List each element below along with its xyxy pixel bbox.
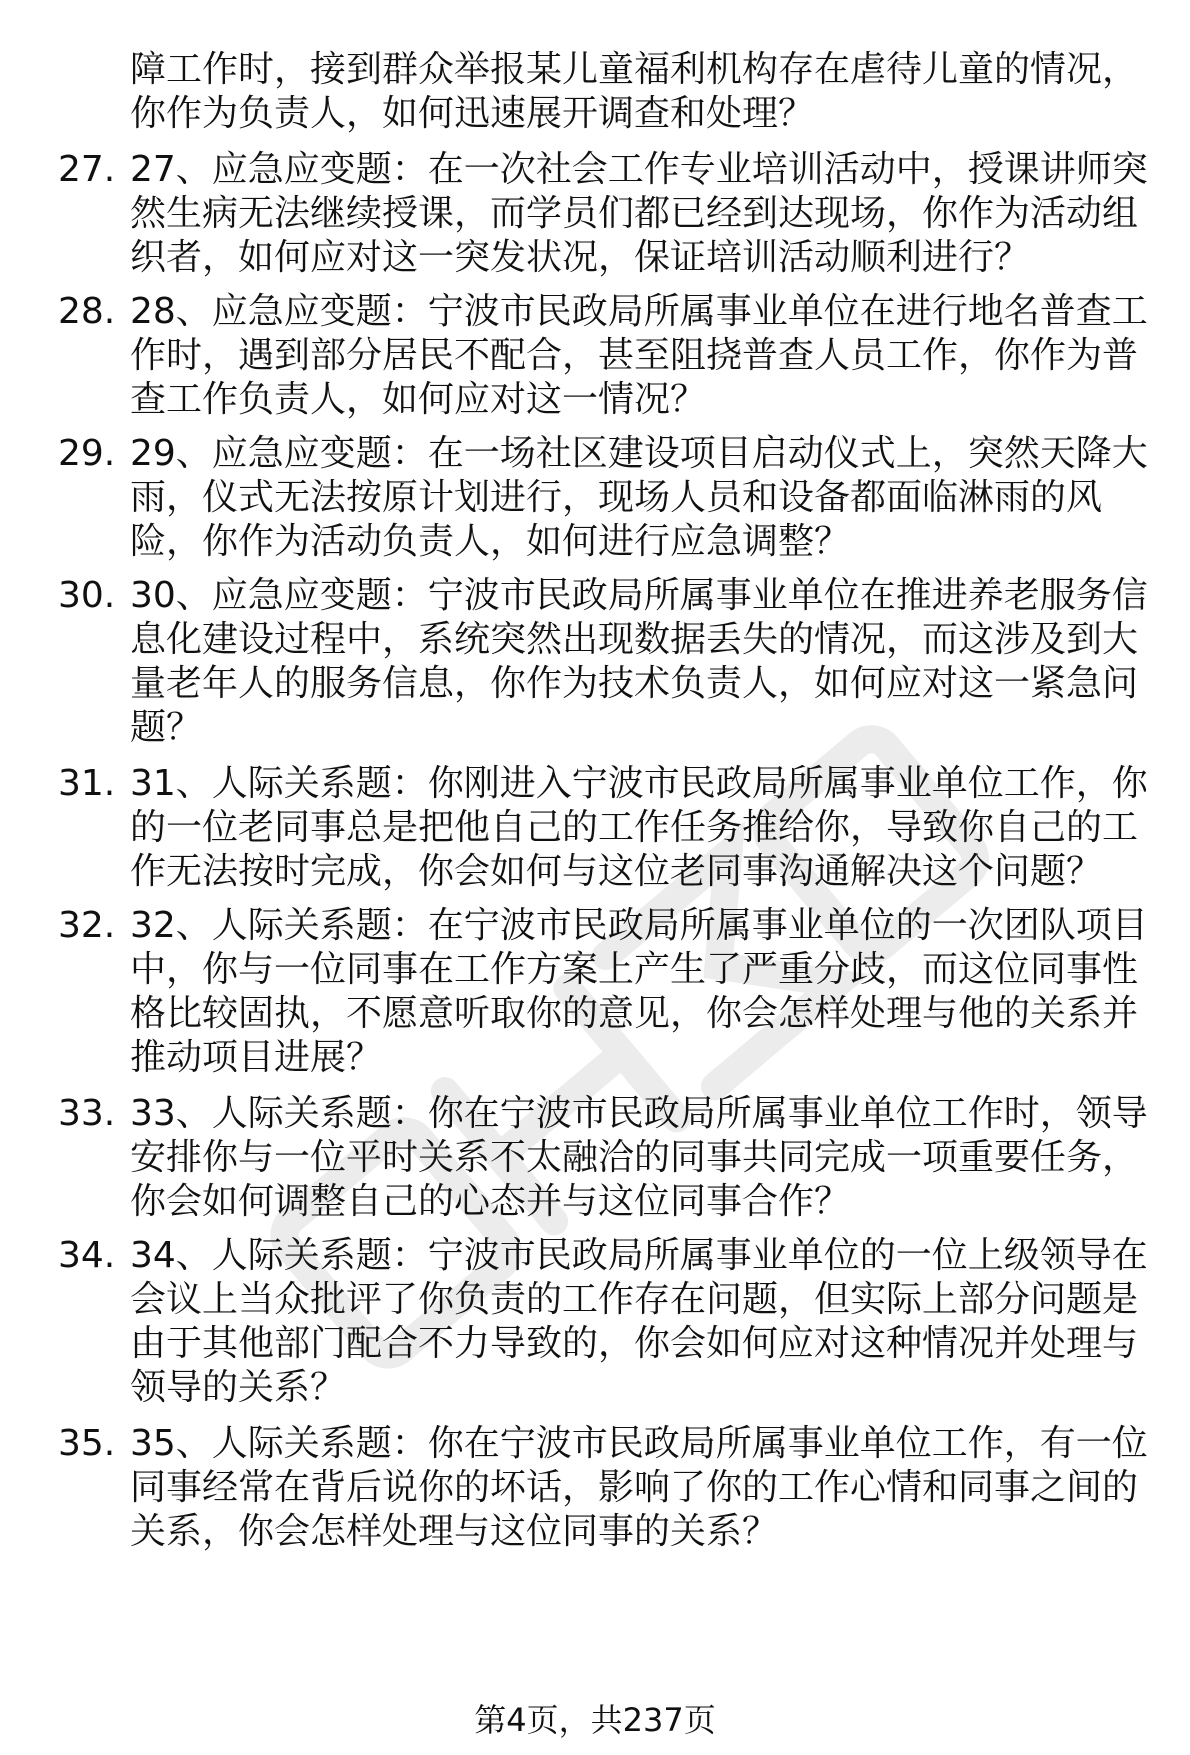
page-footer: 第4页，共237页 — [474, 1701, 716, 1739]
item-number: 32. — [58, 905, 116, 946]
item-number: 27. — [58, 149, 116, 190]
item-number: 29. — [58, 433, 116, 474]
item-number: 34. — [58, 1235, 116, 1276]
item-number: 33. — [58, 1093, 116, 1134]
question-text: 34、人际关系题：宁波市民政局所属事业单位的一位上级领导在 会议上当众批评了你负责的工作存在问题，但实际上部分问题是 由于其他部门配合不力导致的，你会如何应对这种情况并处理与 领导的关系？ — [130, 1235, 1148, 1408]
item-number: 31. — [58, 763, 116, 804]
continuation-line: 你作为负责人，如何迅速展开调查和处理？ — [130, 93, 815, 134]
question-text: 32、人际关系题：在宁波市民政局所属事业单位的一次团队项目 中，你与一位同事在工作方案上产生了严重分歧，而这位同事性 格比较固执，不愿意听取你的意见，你会怎样处理与他的关系并 推动项目进展？ — [130, 905, 1148, 1078]
question-text: 30、应急应变题：宁波市民政局所属事业单位在推进养老服务信 息化建设过程中，系统突然出现数据丢失的情况，而这涉及到大 量老年人的服务信息，你作为技术负责人，如何应对这一紧急问 题？ — [130, 575, 1148, 748]
item-number: 28. — [58, 291, 116, 332]
question-text: 33、人际关系题：你在宁波市民政局所属事业单位工作时，领导 安排你与一位平时关系不太融洽的同事共同完成一项重要任务， 你会如何调整自己的心态并与这位同事合作？ — [130, 1093, 1148, 1222]
item-number: 35. — [58, 1423, 116, 1464]
question-text: 31、人际关系题：你刚进入宁波市民政局所属事业单位工作，你 的一位老同事总是把他自己的工作任务推给你，导致你自己的工 作无法按时完成，你会如何与这位老同事沟通解决这个问题？ — [130, 763, 1148, 892]
continuation-line: 障工作时，接到群众举报某儿童福利机构存在虐待儿童的情况， — [130, 49, 1139, 90]
item-number: 30. — [58, 575, 116, 616]
question-text: 29、应急应变题：在一场社区建设项目启动仪式上，突然天降大 雨，仪式无法按原计划进行，现场人员和设备都面临淋雨的风 险，你作为活动负责人，如何进行应急调整？ — [130, 433, 1148, 562]
question-text: 27、应急应变题：在一次社会工作专业培训活动中，授课讲师突 然生病无法继续授课，而学员们都已经到达现场，你作为活动组 织者，如何应对这一突发状况，保证培训活动顺利进行？ — [130, 149, 1148, 278]
question-text: 35、人际关系题：你在宁波市民政局所属事业单位工作，有一位 同事经常在背后说你的坏话，影响了你的工作心情和同事之间的 关系，你会怎样处理与这位同事的关系？ — [130, 1423, 1148, 1552]
question-text: 28、应急应变题：宁波市民政局所属事业单位在进行地名普查工 作时，遇到部分居民不配合，甚至阻挠普查人员工作，你作为普 查工作负责人，如何应对这一情况？ — [130, 291, 1148, 420]
